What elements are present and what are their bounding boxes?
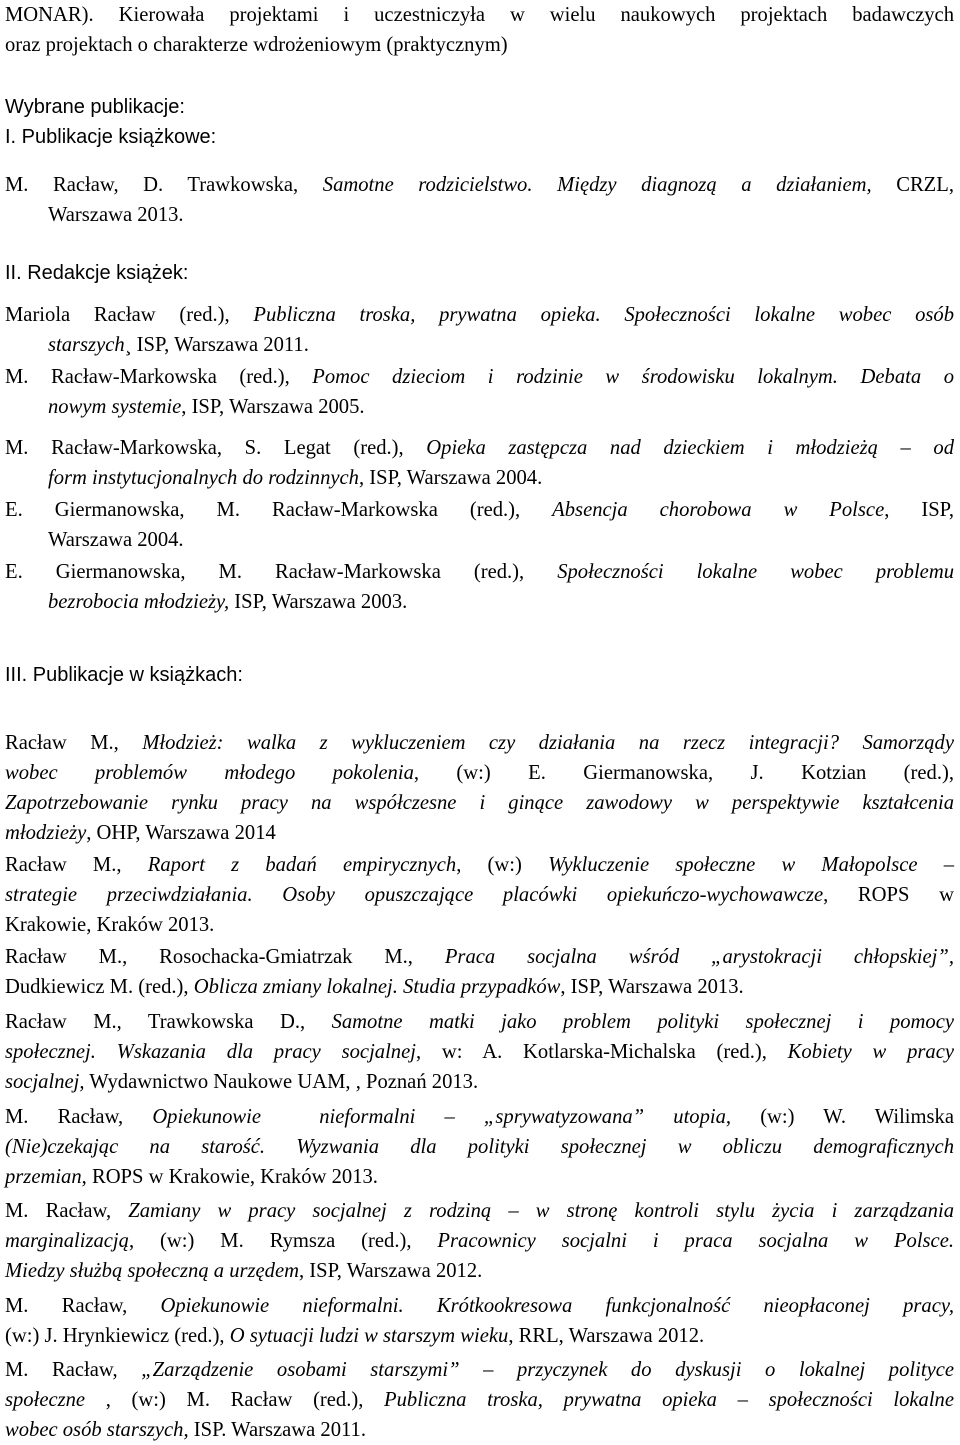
section3-line [5, 1291, 954, 1321]
citation-text: M. Racław, D. Trawkowska, [5, 174, 323, 196]
section3-line [5, 1321, 954, 1351]
citation-text: ¸ ISP, Warszawa 2011. [124, 334, 309, 356]
italic-title-text: Miedzy służbą społeczną a urzędem [5, 1260, 299, 1282]
section3-line [5, 788, 954, 818]
citation-text: , ISP, Warszawa 2013. [560, 976, 744, 998]
section3-line [5, 1256, 954, 1286]
italic-title-text: wobec osób starszych, [5, 1419, 189, 1441]
section3-line [5, 818, 954, 848]
section3-line [5, 728, 954, 758]
section2-line [5, 495, 954, 525]
section1-line [5, 170, 954, 200]
italic-title-text: Oblicza zmiany lokalnej. Studia przypadków [193, 976, 561, 998]
italic-title-text: starszych [48, 334, 125, 356]
italic-title-text: Opiekunowie nieformalni – „sprywatyzowana” utopia, [152, 1106, 732, 1128]
italic-title-text: wobec problemów młodego pokolenia [5, 762, 414, 784]
section3-line [5, 942, 954, 972]
section2-line [48, 330, 954, 360]
italic-title-text: społecznej. Wskazania dla pracy socjalnej [5, 1041, 416, 1063]
citation-text: M. Racław-Markowska (red.), [5, 366, 313, 388]
citation-text: CRZL, [871, 174, 954, 196]
citation-text: , (w:) [456, 854, 549, 876]
italic-title-text: Samotne matki jako problem polityki społecznej i pomocy [331, 1011, 954, 1033]
section2-line [48, 587, 954, 617]
citation-text: , ISP, [884, 499, 954, 521]
citation-text: Mariola Racław (red.), [5, 304, 254, 326]
citation-text: Wydawnictwo Naukowe UAM, , Poznań 2013. [84, 1071, 479, 1093]
citation-text: (w:) W. Wilimska [731, 1106, 954, 1128]
citation-text: Warszawa 2004. [48, 529, 184, 551]
selected-publications-heading: Wybrane publikacje: [5, 96, 185, 118]
citation-text: Krakowie, Kraków 2013. [5, 914, 215, 936]
section3-line [5, 880, 954, 910]
italic-title-text: Zamiany w pracy socjalnej z rodziną – w stronę kontroli stylu życia i zarządzania [128, 1200, 954, 1222]
section3-line [5, 1037, 954, 1067]
italic-title-text: Wykluczenie społeczne w Małopolsce – [548, 854, 954, 876]
citation-text: , ROPS w [823, 884, 954, 906]
italic-title-text: nowym systemie [48, 396, 182, 418]
citation-text: Racław M., [5, 854, 148, 876]
section3-line [5, 1007, 954, 1037]
citation-text: , w: A. Kotlarska-Michalska (red.), [415, 1041, 788, 1063]
section3-line [5, 1196, 954, 1226]
section1-line [48, 200, 954, 230]
italic-title-text: strategie przeciwdziałania. Osoby opuszczające placówki opiekuńczo-wychowawcze [5, 884, 824, 906]
italic-title-text: Zapotrzebowanie rynku pracy na współczesne i ginące zawodowy w perspektywie kształcenia [5, 792, 954, 814]
section3-line [5, 1102, 954, 1132]
italic-title-text: socjalnej, [5, 1071, 85, 1093]
citation-text: oraz projektach o charakterze wdrożeniowym (praktycznym) [5, 34, 508, 56]
section2-line [5, 433, 954, 463]
citation-text: ISP, Warszawa 2003. [229, 591, 408, 613]
section3-line [5, 1385, 954, 1415]
italic-title-text: bezrobocia młodzieży, [48, 591, 230, 613]
citation-text: , (w:) E. Giermanowska, J. Kotzian (red.), [413, 762, 954, 784]
book-publications-heading: I. Publikacje książkowe: [5, 126, 217, 148]
italic-title-text: Publiczna troska, prywatna opieka. Społeczności lokalne wobec osób [253, 304, 954, 326]
italic-title-text: (Nie)czekając na starość. Wyzwania dla polityki społecznej w obliczu demograficznych [5, 1136, 954, 1158]
section2-line [5, 300, 954, 330]
citation-text: , OHP, Warszawa 2014 [86, 822, 276, 844]
italic-title-text: marginalizacją [5, 1230, 129, 1252]
section3-line [5, 1355, 954, 1385]
citation-text: E. Giermanowska, M. Racław-Markowska (red.), [5, 499, 553, 521]
italic-title-text: form instytucjonalnych do rodzinnych [48, 467, 359, 489]
section3-line [5, 972, 954, 1002]
section3-line [5, 850, 954, 880]
italic-title-text: społeczne [5, 1389, 86, 1411]
section3-line [5, 1067, 954, 1097]
book-editions-heading: II. Redakcje książek: [5, 262, 189, 284]
italic-title-text: Opieka zastępcza nad dzieckiem i młodzieżą – od [426, 437, 954, 459]
italic-title-text: przemian [5, 1166, 82, 1188]
citation-text: , ISP, Warszawa 2012. [299, 1260, 483, 1282]
citation-text: ISP. Warszawa 2011. [188, 1419, 366, 1441]
italic-title-text: „Zarządzenie osobami starszymi” – przyczynek do dyskusji o lokalnej polityce [141, 1359, 954, 1381]
section3-line [5, 910, 954, 940]
italic-title-text: Pomoc dzieciom i rodzinie w środowisku lokalnym. Debata o [312, 366, 954, 388]
citation-text: (w:) J. Hrynkiewicz (red.), [5, 1325, 230, 1347]
section3-line [5, 1415, 954, 1445]
italic-title-text: Młodzież: walka z wykluczeniem czy działania na rzecz integracji? Samorządy [142, 732, 954, 754]
italic-title-text: młodzieży [5, 822, 87, 844]
section2-line [48, 525, 954, 555]
italic-title-text: Kobiety w pracy [787, 1041, 954, 1063]
italic-title-text: Opiekunowie nieformalni. Krótkookresowa funkcjonalność nieopłaconej pracy, [160, 1295, 954, 1317]
section2-line [5, 362, 954, 392]
citation-text: M. Racław-Markowska, S. Legat (red.), [5, 437, 427, 459]
citation-text: M. Racław, [5, 1295, 161, 1317]
italic-title-text: Absencja chorobowa w Polsce [552, 499, 885, 521]
citation-text: Dudkiewicz M. (red.), [5, 976, 194, 998]
citation-text: , ISP, Warszawa 2005. [181, 396, 365, 418]
citation-text: , ROPS w Krakowie, Kraków 2013. [81, 1166, 378, 1188]
intro-line [5, 30, 954, 60]
citation-text: Racław M., Trawkowska D., [5, 1011, 332, 1033]
section2-line [48, 463, 954, 493]
citation-text: MONAR). Kierowała projektami i uczestniczyła w wielu naukowych projektach badawczych [5, 4, 954, 26]
section3-line [5, 1162, 954, 1192]
italic-title-text: Publiczna troska, prywatna opieka – społeczności lokalne [384, 1389, 954, 1411]
citation-text: , (w:) M. Racław (red.), [85, 1389, 385, 1411]
italic-title-text: Praca socjalna wśród „arystokracji chłopskiej”, [444, 946, 954, 968]
citation-text: Warszawa 2013. [48, 204, 184, 226]
citation-text: M. Racław, [5, 1359, 142, 1381]
italic-title-text: Samotne rodzicielstwo. Między diagnozą a działaniem, [322, 174, 872, 196]
intro-line [5, 0, 954, 30]
italic-title-text: Pracownicy socjalni i praca socjalna w Polsce. [437, 1230, 954, 1252]
citation-text: E. Giermanowska, M. Racław-Markowska (red.), [5, 561, 558, 583]
section3-line [5, 1132, 954, 1162]
italic-title-text: Raport z badań empirycznych [147, 854, 457, 876]
chapters-in-books-heading: III. Publikacje w książkach: [5, 664, 243, 686]
citation-text: Racław M., Rosochacka-Gmiatrzak M., [5, 946, 445, 968]
italic-title-text: O sytuacji ludzi w starszym wieku [229, 1325, 509, 1347]
citation-text: , (w:) M. Rymsza (red.), [128, 1230, 438, 1252]
citation-text: Racław M., [5, 732, 143, 754]
citation-text: , RRL, Warszawa 2012. [508, 1325, 705, 1347]
section2-line [5, 557, 954, 587]
section2-line [48, 392, 954, 422]
section3-line [5, 1226, 954, 1256]
citation-text: , ISP, Warszawa 2004. [358, 467, 543, 489]
italic-title-text: Społeczności lokalne wobec problemu [557, 561, 954, 583]
section3-line [5, 758, 954, 788]
citation-text: M. Racław, [5, 1106, 153, 1128]
citation-text: M. Racław, [5, 1200, 129, 1222]
